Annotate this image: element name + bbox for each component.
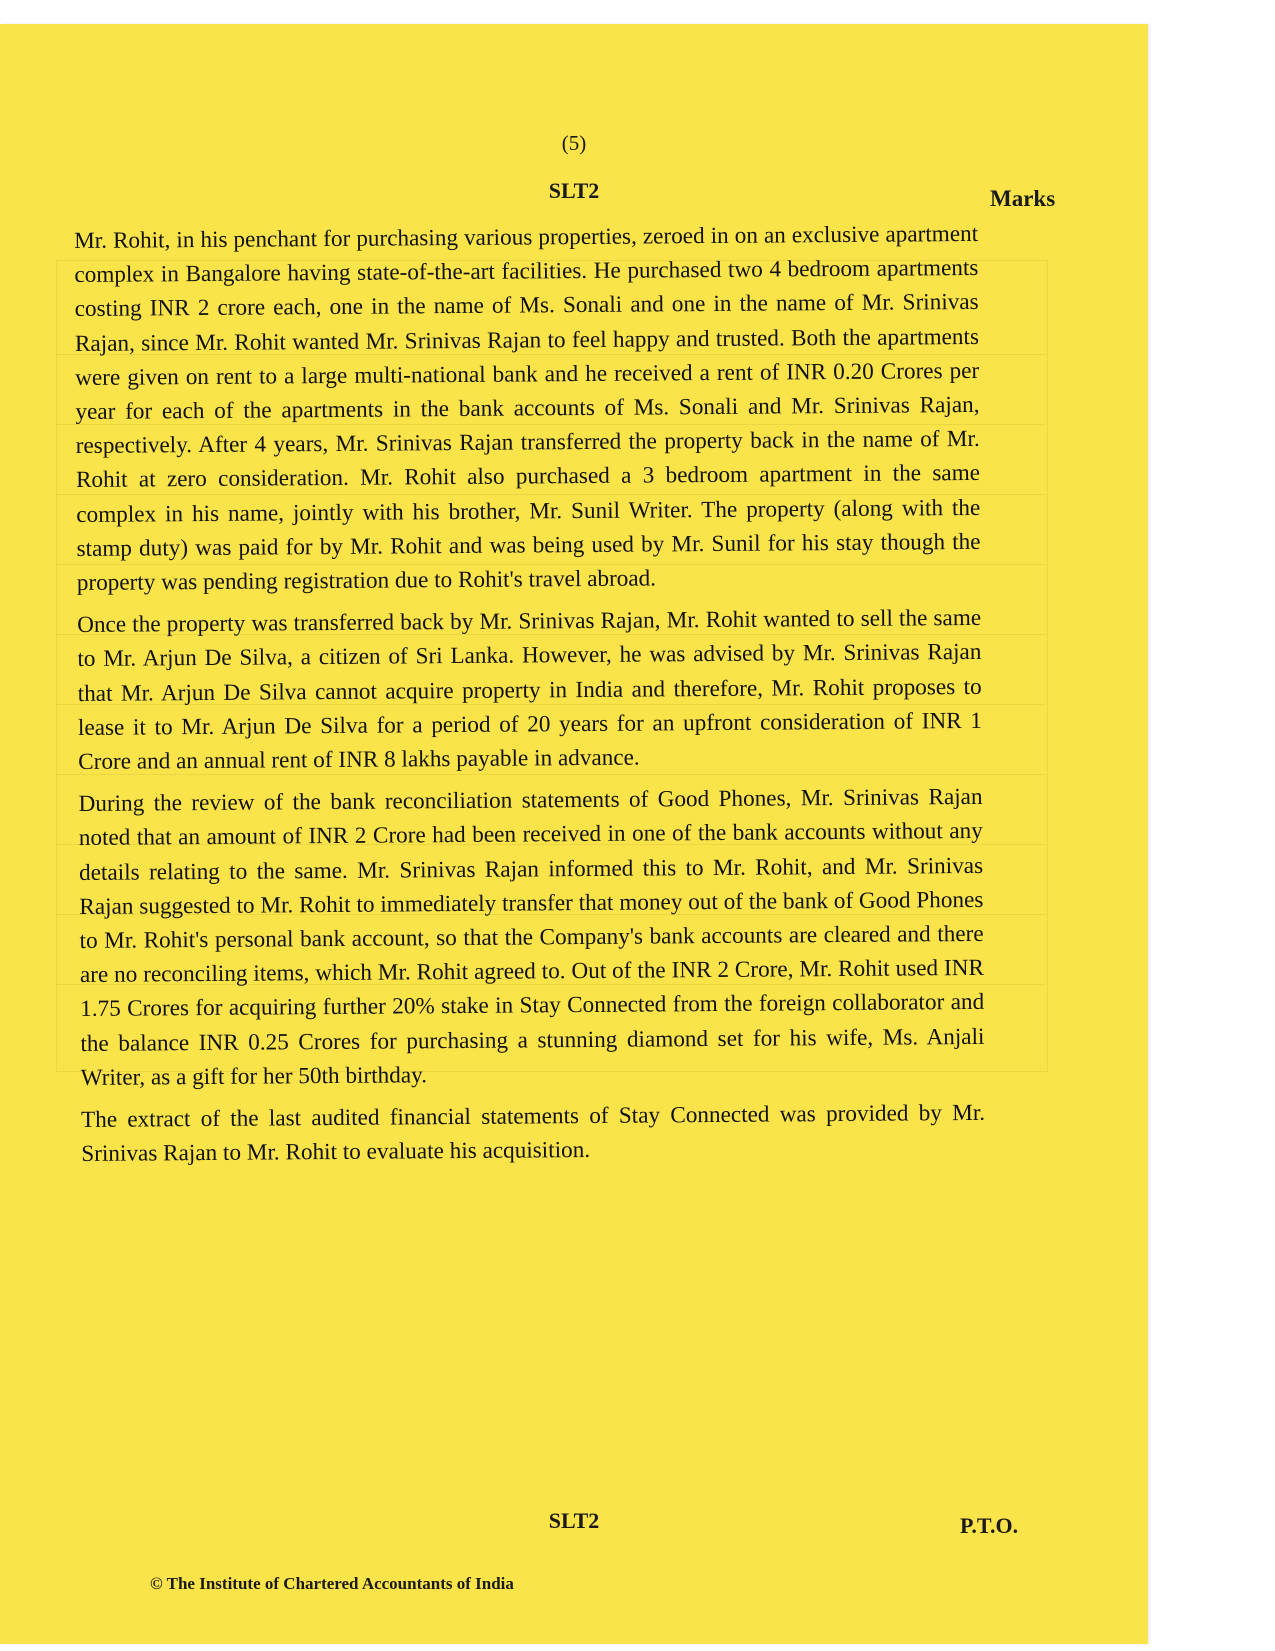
paper-code-footer: SLT2 bbox=[548, 1508, 600, 1533]
paragraph-bank-reconciliation: During the review of the bank reconciliation statements of Good Phones, Mr. Srinivas Rajan noted that an amount of INR 2 Crore had been received in one of the bank accounts without any details relating to the same. Mr. Srinivas Rajan informed this to Mr. Rohit, and Mr. Srinivas Rajan suggested to Mr. Rohit to immediately transfer that money out of the bank of Good Phones to Mr. Rohit's personal bank account, so that the Company's bank accounts are cleared and there are no reconciling items, which Mr. Rohit agreed to. Out of the INR 2 Crore, Mr. Rohit used INR 1.75 Crores for acquiring further 20% stake in Stay Connected from the foreign collaborator and the balance INR 0.25 Crores for purchasing a stunning diamond set for his wife, Ms. Anjali Writer, as a gift for her 50th birthday. bbox=[78, 784, 985, 1091]
page-number: (5) bbox=[561, 131, 587, 155]
paragraph-lease-proposal: Once the property was transferred back by Mr. Srinivas Rajan, Mr. Rohit wanted to sell the same to Mr. Arjun De Silva, a citizen of Sri Lanka. However, he was advised by Mr. Srinivas Rajan that Mr. Arjun De Silva cannot acquire property in India and therefore, Mr. Rohit proposes to lease it to Mr. Arjun De Silva for a period of 20 years for an upfront consideration of INR 1 Crore and an annual rent of INR 8 lakhs payable in advance. bbox=[77, 605, 983, 776]
please-turn-over: P.T.O. bbox=[960, 1513, 1019, 1538]
paragraph-financial-extract: The extract of the last audited financial statements of Stay Connected was provided by Mr. Srinivas Rajan to Mr. Rohit to evaluate his acquisition. bbox=[80, 1099, 986, 1168]
paragraph-property-purchase: Mr. Rohit, in his penchant for purchasing various properties, zeroed in on an exclusive apartment complex in Bangalore having state-of-the-art facilities. He purchased two 4 bedroom apartments costing INR 2 crore each, one in the name of Ms. Sonali and one in the name of Mr. Srinivas Rajan, since Mr. Rohit wanted Mr. Srinivas Rajan to feel happy and trusted. Both the apartments were given on rent to a large multi-national bank and he received a rent of INR 0.20 Crores per year for each of the apartments in the bank accounts of Ms. Sonali and Mr. Srinivas Rajan, respectively. After 4 years, Mr. Srinivas Rajan transferred the property back in the name of Mr. Rohit at zero consideration. Mr. Rohit also purchased a 3 bedroom apartment in the same complex in his name, jointly with his brother, Mr. Sunil Writer. The property (along with the stamp duty) was paid for by Mr. Rohit and was being used by Mr. Sunil for his stay though the property was pending registration due to Rohit's travel abroad. bbox=[74, 220, 981, 597]
copyright-notice: © The Institute of Chartered Accountants of India bbox=[150, 1574, 514, 1593]
paper-code-header: SLT2 bbox=[548, 178, 600, 203]
marks-column-label: Marks bbox=[990, 186, 1056, 211]
question-body bbox=[74, 217, 985, 1180]
